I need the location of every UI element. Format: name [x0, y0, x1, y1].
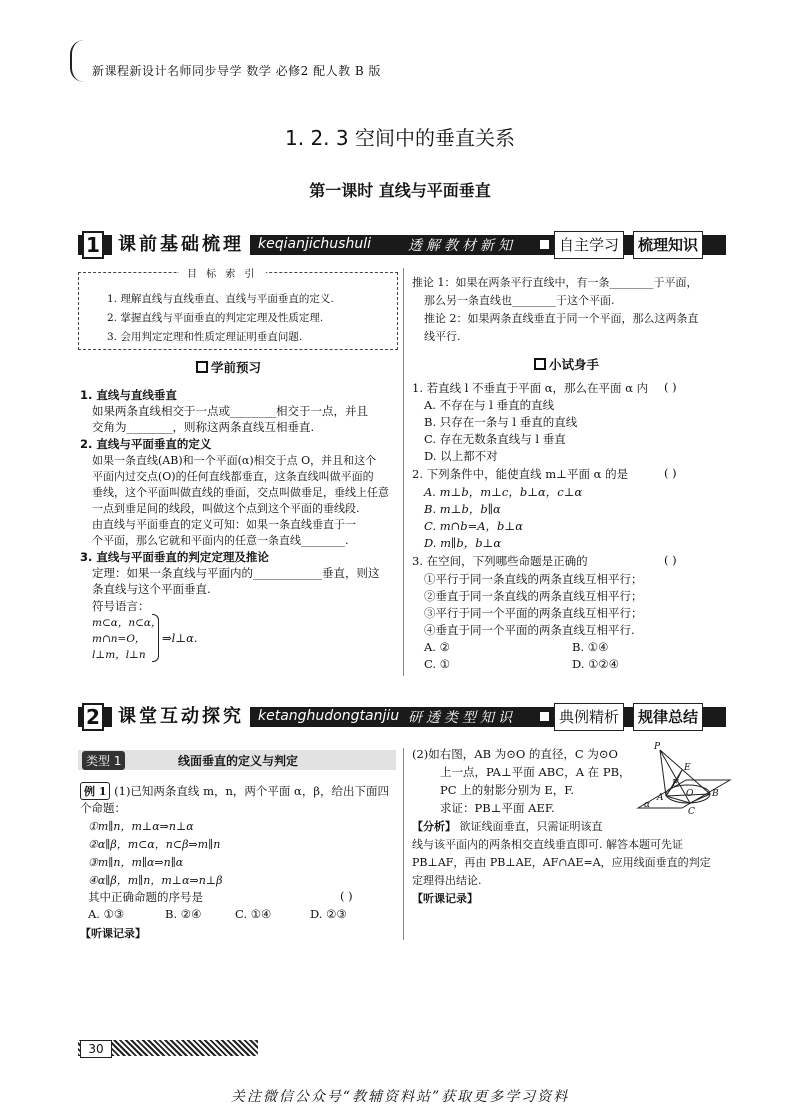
geometry-figure — [636, 740, 732, 820]
corollary-text: 推论 2：如果两条直线垂直于同一个平面，那么这两条直 — [424, 312, 699, 325]
section-band-2 — [78, 703, 726, 731]
q2-option: B. m⊥b，b∥α — [424, 502, 501, 516]
band-pinyin: ketanghudongtanjiu — [258, 708, 400, 724]
q3-item: ②垂直于同一条直线的两条直线互相平行； — [424, 589, 643, 603]
preview-s1-title: 1. 直线与直线垂直 — [80, 388, 177, 402]
lecture-record-label: 【听课记录】 — [80, 927, 146, 940]
preview-text: 定理：如果一条直线与平面内的____________垂直，则这 — [92, 566, 380, 580]
book-header: 新课程新设计名师同步导学 数学 必修2 配人教 B 版 — [92, 64, 382, 78]
objective-item: 3. 会用判定定理和性质定理证明垂直问题. — [107, 331, 303, 343]
corollary-text: 推论 1：如果在两条平行直线中，有一条________于平面， — [412, 276, 698, 289]
example-tag: 例 1 — [80, 782, 110, 800]
band-tag-1: 典例精析 — [554, 703, 624, 731]
proposition: ②α∥β，m⊂α，n⊂β⇒m∥n — [88, 838, 221, 851]
type-label: 类型 1 — [82, 751, 125, 770]
q2-option: D. m∥b，b⊥α — [424, 536, 502, 550]
example-2-line: PC 上的射影分别为 E，F. — [440, 783, 575, 797]
example-2-line: 求证：PB⊥平面 AEF. — [440, 801, 555, 815]
objective-item: 1. 理解直线与直线垂直、直线与平面垂直的定义. — [107, 293, 334, 305]
square-icon — [196, 361, 208, 373]
lesson-title: 第一课时 直线与平面垂直 — [309, 181, 491, 200]
q3-option-c: C. ① — [424, 657, 451, 671]
preview-text: 符号语言： — [92, 599, 150, 613]
band-title: 课前基础梳理 — [112, 231, 250, 259]
answer-paren: ( ) — [664, 553, 677, 567]
section-band-1 — [78, 231, 726, 259]
symbol-line: l⊥m，l⊥n — [92, 649, 146, 661]
example-2-line: (2)如右图，AB 为⊙O 的直径，C 为⊙O — [412, 747, 618, 761]
type-title: 线面垂直的定义与判定 — [178, 754, 299, 768]
objectives-caption: 目 标 索 引 — [179, 265, 266, 280]
header-bracket-decoration — [70, 40, 90, 82]
q3-option-a: A. ② — [424, 640, 450, 654]
preview-text: 条直线与这个平面垂直. — [92, 582, 211, 596]
analysis-line: 【分析】 欲证线面垂直，只需证明该直 — [412, 820, 603, 833]
label-f: F — [672, 779, 679, 789]
analysis-tag: 【分析】 — [412, 820, 456, 833]
label-b: B — [712, 789, 719, 799]
band-slogan: 研透类型知识 — [408, 710, 516, 726]
preview-s2-title: 2. 直线与平面垂直的定义 — [80, 437, 212, 451]
label-p: P — [654, 742, 661, 752]
band-number: 2 — [82, 703, 104, 731]
corollary-text: 那么另一条直线也________于这个平面. — [424, 294, 615, 307]
brace-decoration — [152, 614, 159, 662]
example-1-question: 其中正确命题的序号是 — [88, 890, 203, 904]
example-2-line: 上一点，PA⊥平面 ABC，A 在 PB， — [440, 765, 631, 779]
preview-text: 交角为________，则称这两条直线互相垂直. — [92, 420, 315, 434]
ex1-option-b: B. ②④ — [165, 907, 202, 921]
band-pinyin: keqianjichushuli — [258, 236, 371, 252]
segment-ef — [678, 770, 682, 778]
band-title: 课堂互动探究 — [112, 703, 250, 731]
example-1-line: 例 1 (1)已知两条直线 m，n，两个平面 α，β，给出下面四 — [80, 782, 389, 800]
symbol-result: ⇒l⊥α. — [162, 631, 198, 645]
band-number: 1 — [82, 231, 104, 259]
q2-option: A. m⊥b，m⊥c，b⊥α，c⊥α — [424, 485, 583, 499]
preview-s3-title: 3. 直线与平面垂直的判定定理及推论 — [80, 550, 269, 564]
ex1-option-d: D. ②③ — [310, 907, 347, 921]
label-alpha: α — [644, 800, 651, 810]
footer-note: 关注微信公众号“教辅资料站”获取更多学习资料 — [230, 1089, 570, 1105]
band-slogan: 透解教材新知 — [408, 238, 516, 254]
answer-paren: ( ) — [340, 889, 353, 903]
analysis-line: 定理得出结论. — [412, 874, 482, 887]
preview-text: 如果一条直线(AB)和一个平面(α)相交于点 O，并且和这个 — [92, 454, 377, 467]
q2-option: C. m∩b=A，b⊥α — [424, 519, 523, 533]
answer-paren: ( ) — [664, 380, 677, 394]
label-a: A — [657, 793, 664, 803]
q1-option: D. 以上都不对 — [424, 449, 498, 463]
square-icon — [540, 712, 549, 721]
q3-item: ③平行于同一个平面的两条直线互相平行； — [424, 606, 643, 620]
label-e: E — [684, 763, 691, 773]
label-c: C — [688, 807, 695, 817]
square-icon — [534, 358, 546, 370]
section-title: 1. 2. 3 空间中的垂直关系 — [285, 126, 515, 150]
objective-item: 2. 掌握直线与平面垂直的判定定理及性质定理. — [107, 312, 324, 324]
preview-heading: 学前预习 — [196, 358, 261, 376]
band-tag-2: 梳理知识 — [633, 231, 703, 259]
preview-text: 由直线与平面垂直的定义可知：如果一条直线垂直于一 — [92, 518, 356, 531]
band-tag-2: 规律总结 — [633, 703, 703, 731]
q3-item: ④垂直于同一个平面的两条直线互相平行. — [424, 623, 635, 637]
column-divider — [403, 268, 404, 676]
question-2: 2. 下列条件中，能使直线 m⊥平面 α 的是 — [412, 467, 629, 481]
q3-option-b: B. ①④ — [572, 640, 609, 654]
ex1-option-c: C. ①④ — [235, 907, 272, 921]
segment-pa — [660, 750, 666, 796]
question-3: 3. 在空间，下列哪些命题是正确的 — [412, 554, 588, 568]
type-tag — [78, 750, 396, 770]
answer-paren: ( ) — [664, 466, 677, 480]
preview-text: 如果两条直线相交于一点或________相交于一点，并且 — [92, 404, 368, 418]
q1-option: C. 存在无数条直线与 l 垂直 — [424, 432, 566, 446]
analysis-line: 线与该平面内的两条相交直线垂直即可. 解答本题可先证 — [412, 838, 683, 851]
preview-text: 个平面，那么它就和平面内的任意一条直线________. — [92, 534, 349, 547]
trial-heading: 小试身手 — [534, 355, 599, 373]
preview-text: 垂线，这个平面叫做直线的垂面，交点叫做垂足，垂线上任意 — [92, 486, 389, 499]
symbol-line: m∩n=O， — [92, 633, 146, 645]
ex1-option-a: A. ①③ — [88, 907, 125, 921]
lecture-record-label: 【听课记录】 — [412, 892, 478, 905]
label-o: O — [686, 789, 694, 799]
square-icon — [540, 240, 549, 249]
question-1: 1. 若直线 l 不垂直于平面 α，那么在平面 α 内 — [412, 381, 649, 395]
page-number: 30 — [80, 1040, 112, 1058]
analysis-line: PB⊥AF，再由 PB⊥AE，AF∩AE=A，应用线面垂直的判定 — [412, 856, 711, 869]
proposition: ④α∥β，m∥n，m⊥α⇒n⊥β — [88, 874, 223, 887]
q3-option-d: D. ①②④ — [572, 657, 620, 671]
preview-text: 一点到垂足间的线段，叫做这个点到这个平面的垂线段. — [92, 502, 360, 515]
column-divider — [403, 748, 404, 940]
proposition: ③m∥n，m∥α⇒n∥α — [88, 856, 184, 869]
preview-text: 平面内过交点(O)的任何直线都垂直，这条直线叫做平面的 — [92, 470, 374, 483]
band-tag-1: 自主学习 — [554, 231, 624, 259]
q1-option: B. 只存在一条与 l 垂直的直线 — [424, 415, 578, 429]
corollary-text: 线平行. — [424, 330, 461, 343]
example-1-line: 个命题： — [80, 801, 126, 815]
objectives-box — [78, 269, 398, 350]
symbol-line: m⊂α，n⊂α， — [92, 617, 162, 629]
q1-option: A. 不存在与 l 垂直的直线 — [424, 398, 555, 412]
q3-item: ①平行于同一条直线的两条直线互相平行； — [424, 572, 643, 586]
proposition: ①m∥n，m⊥α⇒n⊥α — [88, 820, 194, 833]
